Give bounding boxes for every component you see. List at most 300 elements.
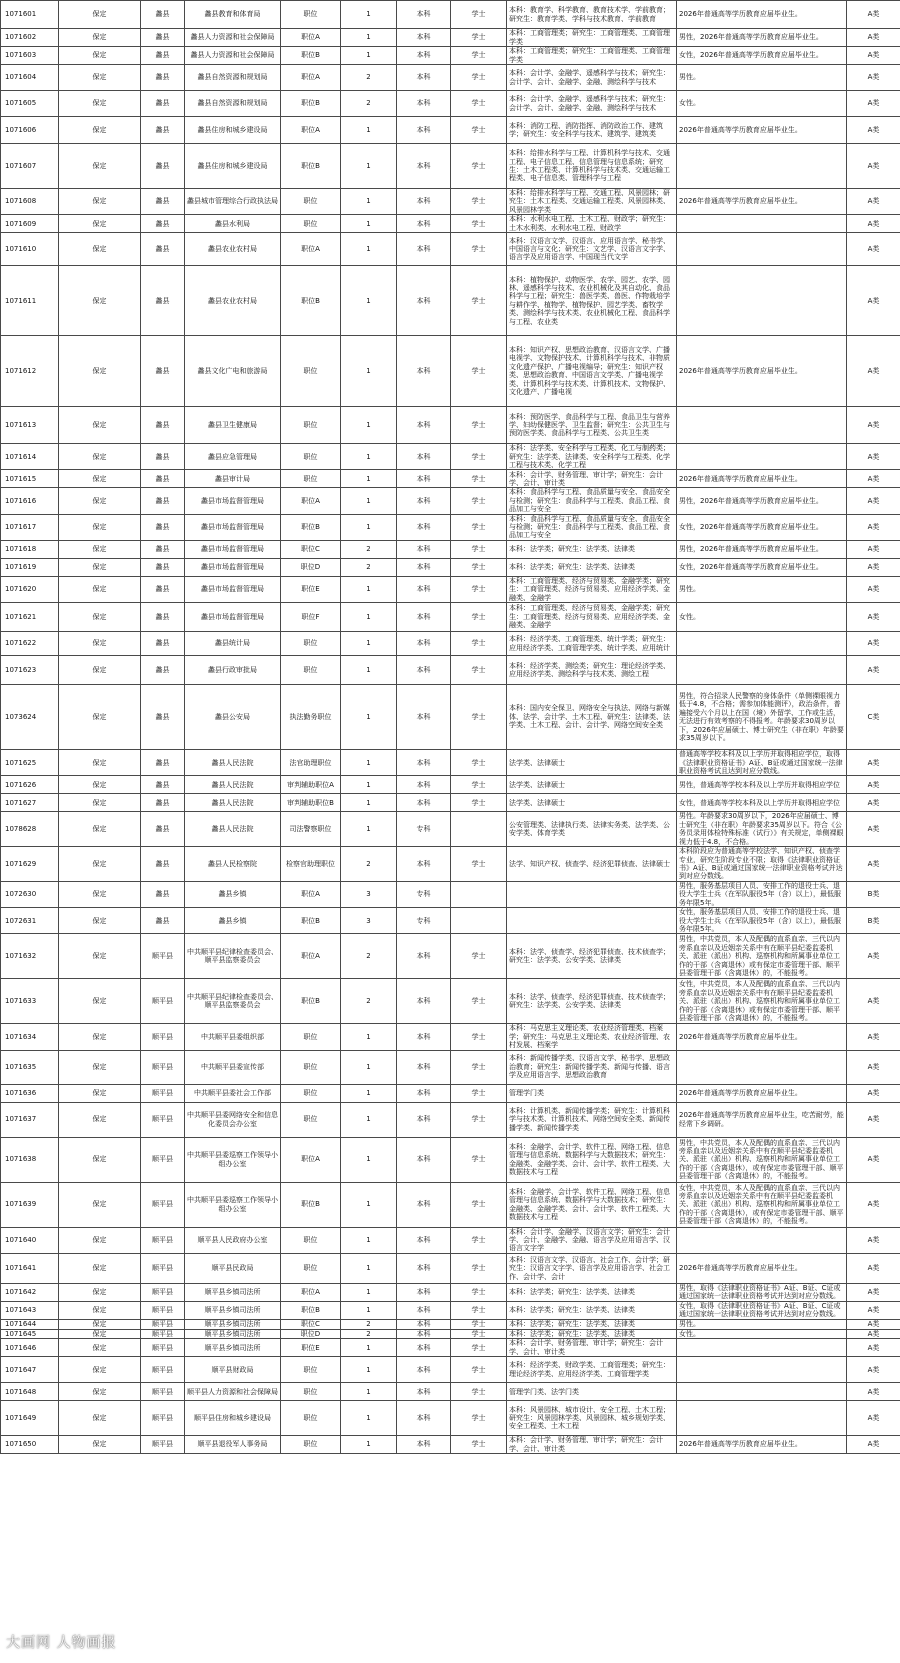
education-level: 本科 <box>397 685 451 750</box>
education-level: 本科 <box>397 576 451 602</box>
unit-name: 蠡县农业农村局 <box>185 266 281 336</box>
county-cell: 蠡县 <box>141 91 185 117</box>
table-row <box>1 336 900 407</box>
other-requirements: 女性。 <box>677 603 847 632</box>
education-level: 专科 <box>397 812 451 847</box>
city-cell: 保定 <box>59 979 141 1024</box>
position-code: 1071644 <box>1 1319 59 1329</box>
degree: 学士 <box>451 603 507 632</box>
city-cell: 保定 <box>59 1357 141 1383</box>
other-requirements: 本科阶段应为普通高等学校法学、知识产权、侦查学专业，研究生阶段专业不限；取得《法律职业资格证书》A证、B证或通过国家统一法律职业资格考试并达到对应分数线。 <box>677 846 847 881</box>
exam-category: A类 <box>847 233 900 266</box>
recruit-count: 3 <box>341 908 397 934</box>
county-cell: 蠡县 <box>141 558 185 576</box>
unit-name: 蠡县统计局 <box>185 632 281 656</box>
table-row <box>1 632 900 656</box>
recruit-count: 1 <box>341 1084 397 1102</box>
other-requirements: 女性，取得《法律职业资格证书》A证、B证、C证或通过国家统一法律职业资格考试并达到对应分数线。 <box>677 1301 847 1319</box>
recruit-count: 1 <box>341 215 397 233</box>
other-requirements <box>677 1357 847 1383</box>
other-requirements: 男性。 <box>677 65 847 91</box>
position-code: 1071642 <box>1 1283 59 1301</box>
exam-category: A类 <box>847 979 900 1024</box>
table-row <box>1 1283 900 1301</box>
education-level: 本科 <box>397 1227 451 1253</box>
position-name: 职位A <box>281 117 341 144</box>
degree: 学士 <box>451 488 507 514</box>
recruit-count: 2 <box>341 558 397 576</box>
recruit-count: 3 <box>341 881 397 907</box>
position-name: 职位 <box>281 336 341 407</box>
county-cell: 蠡县 <box>141 794 185 812</box>
major-requirements: 本科：计算机类、新闻传播学类；研究生：计算机科学与技术类、计算机技术、网络空间安全类、新闻传播学类、新闻传播学类 <box>507 1102 677 1137</box>
county-cell: 蠡县 <box>141 189 185 215</box>
unit-name: 顺平县乡镇司法所 <box>185 1319 281 1329</box>
exam-category: A类 <box>847 540 900 558</box>
other-requirements: 男性，普通高等学校本科及以上学历并取得相应学位 <box>677 776 847 794</box>
degree: 学士 <box>451 794 507 812</box>
city-cell: 保定 <box>59 776 141 794</box>
county-cell: 顺平县 <box>141 1401 185 1436</box>
position-code: 1071619 <box>1 558 59 576</box>
position-code: 1071606 <box>1 117 59 144</box>
major-requirements: 本科：法学、侦查学、经济犯罪侦查、技术侦查学；研究生：法学类、公安学类、法律类 <box>507 979 677 1024</box>
position-name: 职位 <box>281 1227 341 1253</box>
other-requirements: 女性，2026年普通高等学历教育应届毕业生。 <box>677 514 847 540</box>
unit-name: 蠡县人民检察院 <box>185 846 281 881</box>
unit-name: 顺平县乡镇司法所 <box>185 1339 281 1357</box>
recruit-count: 1 <box>341 1339 397 1357</box>
county-cell: 蠡县 <box>141 1 185 29</box>
recruit-count: 1 <box>341 1383 397 1401</box>
table-row <box>1 1050 900 1084</box>
city-cell: 保定 <box>59 750 141 776</box>
city-cell: 保定 <box>59 1339 141 1357</box>
position-code: 1071634 <box>1 1024 59 1050</box>
position-code: 1071611 <box>1 266 59 336</box>
exam-category: A类 <box>847 407 900 444</box>
education-level: 本科 <box>397 1 451 29</box>
table-row <box>1 558 900 576</box>
recruit-count: 1 <box>341 336 397 407</box>
table-row <box>1 776 900 794</box>
county-cell: 蠡县 <box>141 488 185 514</box>
position-code: 1071620 <box>1 576 59 602</box>
county-cell: 蠡县 <box>141 846 185 881</box>
position-name: 职位A <box>281 1283 341 1301</box>
exam-category: A类 <box>847 1339 900 1357</box>
city-cell: 保定 <box>59 1383 141 1401</box>
unit-name: 蠡县人民法院 <box>185 776 281 794</box>
degree: 学士 <box>451 656 507 685</box>
position-code: 1071615 <box>1 470 59 488</box>
position-code: 1071623 <box>1 656 59 685</box>
major-requirements: 本科：食品科学与工程、食品质量与安全、食品安全与检测；研究生：食品科学与工程类、食品工程、食品加工与安全 <box>507 514 677 540</box>
exam-category: A类 <box>847 215 900 233</box>
unit-name: 中共顺平县委社会工作部 <box>185 1084 281 1102</box>
major-requirements: 本科：汉语言文学、汉语言、社会工作、会计学；研究生：汉语言文字学、语言学及应用语言学、社会工作、会计学、会计 <box>507 1253 677 1283</box>
unit-name: 中共顺平县委巡察工作领导小组办公室 <box>185 1182 281 1227</box>
county-cell: 蠡县 <box>141 685 185 750</box>
city-cell: 保定 <box>59 189 141 215</box>
recruit-count: 1 <box>341 1357 397 1383</box>
position-name: 司法警察职位 <box>281 812 341 847</box>
position-code: 1071602 <box>1 29 59 47</box>
major-requirements: 本科：汉语言文学、汉语言、应用语言学、秘书学、中国语言与文化；研究生：文艺学、汉语言文字学、语言学及应用语言学、中国现当代文学 <box>507 233 677 266</box>
major-requirements: 法学类、法律硕士 <box>507 776 677 794</box>
degree: 学士 <box>451 1436 507 1454</box>
unit-name: 顺平县乡镇司法所 <box>185 1283 281 1301</box>
position-name: 职位B <box>281 47 341 65</box>
county-cell: 蠡县 <box>141 407 185 444</box>
education-level: 本科 <box>397 603 451 632</box>
unit-name: 中共顺平县委组织部 <box>185 1024 281 1050</box>
other-requirements: 2026年普通高等学历教育应届毕业生。 <box>677 336 847 407</box>
other-requirements <box>677 1339 847 1357</box>
degree: 学士 <box>451 189 507 215</box>
education-level: 本科 <box>397 656 451 685</box>
unit-name: 蠡县市场监督管理局 <box>185 488 281 514</box>
position-name: 职位E <box>281 576 341 602</box>
table-row <box>1 1329 900 1338</box>
table-row <box>1 1084 900 1102</box>
education-level: 本科 <box>397 189 451 215</box>
exam-category: A类 <box>847 1283 900 1301</box>
exam-category: A类 <box>847 1137 900 1182</box>
city-cell: 保定 <box>59 47 141 65</box>
unit-name: 顺平县民政局 <box>185 1253 281 1283</box>
table-row <box>1 47 900 65</box>
county-cell: 顺平县 <box>141 1319 185 1329</box>
major-requirements: 本科：教育学、科学教育、教育技术学、学前教育；研究生：教育学类、学科与技术教育、学前教育 <box>507 1 677 29</box>
table-row <box>1 750 900 776</box>
city-cell: 保定 <box>59 685 141 750</box>
major-requirements: 本科：工商管理类；研究生：工商管理类、工商管理学类 <box>507 29 677 47</box>
degree: 学士 <box>451 91 507 117</box>
exam-category: A类 <box>847 47 900 65</box>
table-row <box>1 1137 900 1182</box>
position-name: 审判辅助职位A <box>281 776 341 794</box>
unit-name: 蠡县人民法院 <box>185 750 281 776</box>
other-requirements: 女性，2026年普通高等学历教育应届毕业生。 <box>677 47 847 65</box>
exam-category: A类 <box>847 444 900 470</box>
county-cell: 顺平县 <box>141 1137 185 1182</box>
position-name: 职位C <box>281 540 341 558</box>
education-level: 本科 <box>397 1102 451 1137</box>
major-requirements: 本科：工商管理类、经济与贸易类、金融学类；研究生：工商管理类、经济与贸易类、应用经济学类、金融类、金融学 <box>507 603 677 632</box>
education-level: 本科 <box>397 1436 451 1454</box>
other-requirements: 男性，2026年普通高等学历教育应届毕业生。 <box>677 29 847 47</box>
education-level: 本科 <box>397 215 451 233</box>
unit-name: 蠡县乡镇 <box>185 881 281 907</box>
table-row <box>1 812 900 847</box>
city-cell: 保定 <box>59 91 141 117</box>
major-requirements: 公安管理类、法律执行类、法律实务类、法学类、公安学类、体育学类 <box>507 812 677 847</box>
exam-category: A类 <box>847 558 900 576</box>
county-cell: 顺平县 <box>141 1050 185 1084</box>
major-requirements: 本科：水利水电工程、土木工程、财政学；研究生：土木水利类、水利水电工程、财政学 <box>507 215 677 233</box>
recruit-count: 1 <box>341 117 397 144</box>
table-row <box>1 1182 900 1227</box>
recruit-count: 2 <box>341 65 397 91</box>
exam-category: A类 <box>847 603 900 632</box>
recruit-count: 1 <box>341 750 397 776</box>
position-code: 1071647 <box>1 1357 59 1383</box>
watermark: 大画网 人物画报 <box>6 1635 117 1651</box>
county-cell: 蠡县 <box>141 47 185 65</box>
table-row <box>1 934 900 979</box>
table-row <box>1 1 900 29</box>
position-name: 职位D <box>281 558 341 576</box>
major-requirements: 本科：工商管理类；研究生：工商管理类、工商管理学类 <box>507 47 677 65</box>
exam-category: A类 <box>847 1319 900 1329</box>
table-row <box>1 29 900 47</box>
education-level: 本科 <box>397 1357 451 1383</box>
unit-name: 中共顺平县委网络安全和信息化委员会办公室 <box>185 1102 281 1137</box>
unit-name: 中共顺平县委巡察工作领导小组办公室 <box>185 1137 281 1182</box>
position-code: 1071636 <box>1 1084 59 1102</box>
table-row <box>1 656 900 685</box>
recruit-count: 1 <box>341 1283 397 1301</box>
other-requirements: 女性。 <box>677 1329 847 1338</box>
county-cell: 顺平县 <box>141 1084 185 1102</box>
position-name: 职位B <box>281 514 341 540</box>
position-code: 1071613 <box>1 407 59 444</box>
exam-category: A类 <box>847 189 900 215</box>
city-cell: 保定 <box>59 934 141 979</box>
education-level: 本科 <box>397 750 451 776</box>
table-row <box>1 908 900 934</box>
position-name: 职位B <box>281 979 341 1024</box>
exam-category: A类 <box>847 1024 900 1050</box>
other-requirements: 2026年普通高等学历教育应届毕业生，吃苦耐劳，能经常下乡调研。 <box>677 1102 847 1137</box>
education-level: 本科 <box>397 444 451 470</box>
position-code: 1071626 <box>1 776 59 794</box>
major-requirements: 本科：法学类；研究生：法学类、法律类 <box>507 540 677 558</box>
county-cell: 顺平县 <box>141 1339 185 1357</box>
position-code: 1071640 <box>1 1227 59 1253</box>
table-row <box>1 576 900 602</box>
position-code: 1071629 <box>1 846 59 881</box>
exam-category: A类 <box>847 1253 900 1283</box>
degree: 学士 <box>451 144 507 189</box>
recruit-count: 1 <box>341 144 397 189</box>
degree <box>451 908 507 934</box>
position-name: 职位B <box>281 144 341 189</box>
position-code: 1071609 <box>1 215 59 233</box>
county-cell: 蠡县 <box>141 656 185 685</box>
unit-name: 蠡县卫生健康局 <box>185 407 281 444</box>
major-requirements: 本科：法学类；研究生：法学类、法律类 <box>507 1301 677 1319</box>
table-row <box>1 470 900 488</box>
city-cell: 保定 <box>59 1301 141 1319</box>
education-level: 本科 <box>397 29 451 47</box>
recruit-count: 1 <box>341 632 397 656</box>
position-code: 1071621 <box>1 603 59 632</box>
recruit-count: 1 <box>341 1050 397 1084</box>
recruit-count: 1 <box>341 794 397 812</box>
unit-name: 顺平县退役军人事务局 <box>185 1436 281 1454</box>
unit-name: 蠡县应急管理局 <box>185 444 281 470</box>
position-name: 检察官助理职位 <box>281 846 341 881</box>
position-code: 1071618 <box>1 540 59 558</box>
exam-category: A类 <box>847 266 900 336</box>
position-name: 职位 <box>281 1401 341 1436</box>
education-level: 本科 <box>397 632 451 656</box>
major-requirements: 本科：金融学、会计学、软件工程、网络工程、信息管理与信息系统、数据科学与大数据技术；研究生：金融类、金融学类、会计、会计学、软件工程类、大数据技术与工程 <box>507 1137 677 1182</box>
county-cell: 蠡县 <box>141 750 185 776</box>
city-cell: 保定 <box>59 1102 141 1137</box>
position-code: 1078628 <box>1 812 59 847</box>
education-level: 本科 <box>397 794 451 812</box>
other-requirements <box>677 1227 847 1253</box>
city-cell: 保定 <box>59 846 141 881</box>
unit-name: 蠡县市场监督管理局 <box>185 603 281 632</box>
unit-name: 顺平县人民政府办公室 <box>185 1227 281 1253</box>
recruit-count: 1 <box>341 1102 397 1137</box>
recruit-count: 1 <box>341 189 397 215</box>
position-name: 职位 <box>281 1436 341 1454</box>
exam-category: A类 <box>847 514 900 540</box>
city-cell: 保定 <box>59 1329 141 1338</box>
education-level: 本科 <box>397 1383 451 1401</box>
table-row <box>1 603 900 632</box>
unit-name: 蠡县市场监督管理局 <box>185 576 281 602</box>
other-requirements: 2026年普通高等学历教育应届毕业生。 <box>677 1024 847 1050</box>
major-requirements: 本科：工商管理类、经济与贸易类、金融学类；研究生：工商管理类、经济与贸易类、应用经济学类、金融类、金融学 <box>507 576 677 602</box>
major-requirements: 本科：给排水科学与工程、交通工程、风景园林；研究生：土木工程类、交通运输工程类、风景园林类、风景园林学类 <box>507 189 677 215</box>
major-requirements: 本科：经济学类、财政学类、工商管理类；研究生：理论经济学类、应用经济学类、工商管理学类 <box>507 1357 677 1383</box>
city-cell: 保定 <box>59 514 141 540</box>
exam-category: A类 <box>847 1401 900 1436</box>
recruit-count: 2 <box>341 540 397 558</box>
exam-category: A类 <box>847 1357 900 1383</box>
major-requirements: 本科：会计学、财务管理、审计学；研究生：会计学、会计、审计类 <box>507 1339 677 1357</box>
county-cell: 顺平县 <box>141 1283 185 1301</box>
degree <box>451 812 507 847</box>
recruit-count: 1 <box>341 1024 397 1050</box>
major-requirements: 管理学门类 <box>507 1084 677 1102</box>
exam-category: C类 <box>847 685 900 750</box>
education-level: 本科 <box>397 1329 451 1338</box>
education-level: 本科 <box>397 1319 451 1329</box>
city-cell: 保定 <box>59 558 141 576</box>
other-requirements: 2026年普通高等学历教育应届毕业生。 <box>677 189 847 215</box>
degree: 学士 <box>451 1137 507 1182</box>
city-cell: 保定 <box>59 444 141 470</box>
education-level: 本科 <box>397 65 451 91</box>
major-requirements: 本科：植物保护、动物医学、农学、园艺、农学、园林、遥感科学与技术、农业机械化及其自动化、食品科学与工程；研究生：兽医学类、兽医、作物栽培学与耕作学、植物学、植物保护、园艺学类、畜牧学类、测绘科学与技术类、农业机械化工程、食品科学与工程、农业类 <box>507 266 677 336</box>
city-cell: 保定 <box>59 336 141 407</box>
degree: 学士 <box>451 1319 507 1329</box>
exam-category: A类 <box>847 1 900 29</box>
exam-category: A类 <box>847 65 900 91</box>
major-requirements: 管理学门类、法学门类 <box>507 1383 677 1401</box>
recruit-count: 2 <box>341 934 397 979</box>
position-name: 职位 <box>281 1050 341 1084</box>
other-requirements <box>677 215 847 233</box>
recruit-count: 1 <box>341 603 397 632</box>
city-cell: 保定 <box>59 1436 141 1454</box>
position-name: 职位E <box>281 1339 341 1357</box>
unit-name: 蠡县人力资源和社会保障局 <box>185 29 281 47</box>
exam-category: A类 <box>847 846 900 881</box>
unit-name: 蠡县人民法院 <box>185 794 281 812</box>
unit-name: 蠡县住房和城乡建设局 <box>185 117 281 144</box>
position-code: 1071601 <box>1 1 59 29</box>
position-name: 职位A <box>281 65 341 91</box>
degree: 学士 <box>451 846 507 881</box>
other-requirements: 男性，2026年普通高等学历教育应届毕业生。 <box>677 540 847 558</box>
position-name: 职位 <box>281 1 341 29</box>
education-level: 本科 <box>397 336 451 407</box>
city-cell: 保定 <box>59 1319 141 1329</box>
unit-name: 蠡县行政审批局 <box>185 656 281 685</box>
position-code: 1071645 <box>1 1329 59 1338</box>
degree: 学士 <box>451 514 507 540</box>
unit-name: 蠡县文化广电和旅游局 <box>185 336 281 407</box>
degree: 学士 <box>451 1084 507 1102</box>
other-requirements <box>677 656 847 685</box>
county-cell: 蠡县 <box>141 215 185 233</box>
county-cell: 顺平县 <box>141 1329 185 1338</box>
table-row <box>1 233 900 266</box>
unit-name: 中共顺平县纪律检查委员会、顺平县监察委员会 <box>185 934 281 979</box>
other-requirements <box>677 407 847 444</box>
position-code: 1071608 <box>1 189 59 215</box>
degree: 学士 <box>451 934 507 979</box>
position-name: 职位 <box>281 1253 341 1283</box>
city-cell: 保定 <box>59 603 141 632</box>
position-code: 1071614 <box>1 444 59 470</box>
table-row <box>1 1253 900 1283</box>
exam-category: A类 <box>847 1436 900 1454</box>
position-name: 职位B <box>281 266 341 336</box>
position-code: 1071639 <box>1 1182 59 1227</box>
city-cell: 保定 <box>59 65 141 91</box>
table-row <box>1 144 900 189</box>
position-code: 1072630 <box>1 881 59 907</box>
exam-category: A类 <box>847 750 900 776</box>
unit-name: 蠡县市场监督管理局 <box>185 514 281 540</box>
position-code: 1072631 <box>1 908 59 934</box>
position-name: 职位A <box>281 881 341 907</box>
recruit-count: 1 <box>341 444 397 470</box>
county-cell: 蠡县 <box>141 117 185 144</box>
degree: 学士 <box>451 65 507 91</box>
major-requirements: 本科：消防工程、消防指挥、消防政治工作、建筑学；研究生：安全科学与技术、建筑学、建筑类 <box>507 117 677 144</box>
city-cell: 保定 <box>59 632 141 656</box>
major-requirements: 本科：法学类、安全科学与工程类、化工与制药类；研究生：法学类、法律类、安全科学与工程类、化学工程与技术类、化学工程 <box>507 444 677 470</box>
county-cell: 蠡县 <box>141 632 185 656</box>
other-requirements: 2026年普通高等学历教育应届毕业生。 <box>677 1253 847 1283</box>
other-requirements: 女性，2026年普通高等学历教育应届毕业生。 <box>677 558 847 576</box>
unit-name: 蠡县人力资源和社会保障局 <box>185 47 281 65</box>
exam-category: A类 <box>847 794 900 812</box>
education-level: 专科 <box>397 881 451 907</box>
position-name: 职位D <box>281 1329 341 1338</box>
exam-category: A类 <box>847 776 900 794</box>
education-level: 本科 <box>397 1339 451 1357</box>
exam-category: A类 <box>847 470 900 488</box>
exam-category: A类 <box>847 934 900 979</box>
education-level: 本科 <box>397 1401 451 1436</box>
position-code: 1071612 <box>1 336 59 407</box>
county-cell: 蠡县 <box>141 65 185 91</box>
exam-category: A类 <box>847 1227 900 1253</box>
city-cell: 保定 <box>59 215 141 233</box>
recruit-count: 2 <box>341 846 397 881</box>
